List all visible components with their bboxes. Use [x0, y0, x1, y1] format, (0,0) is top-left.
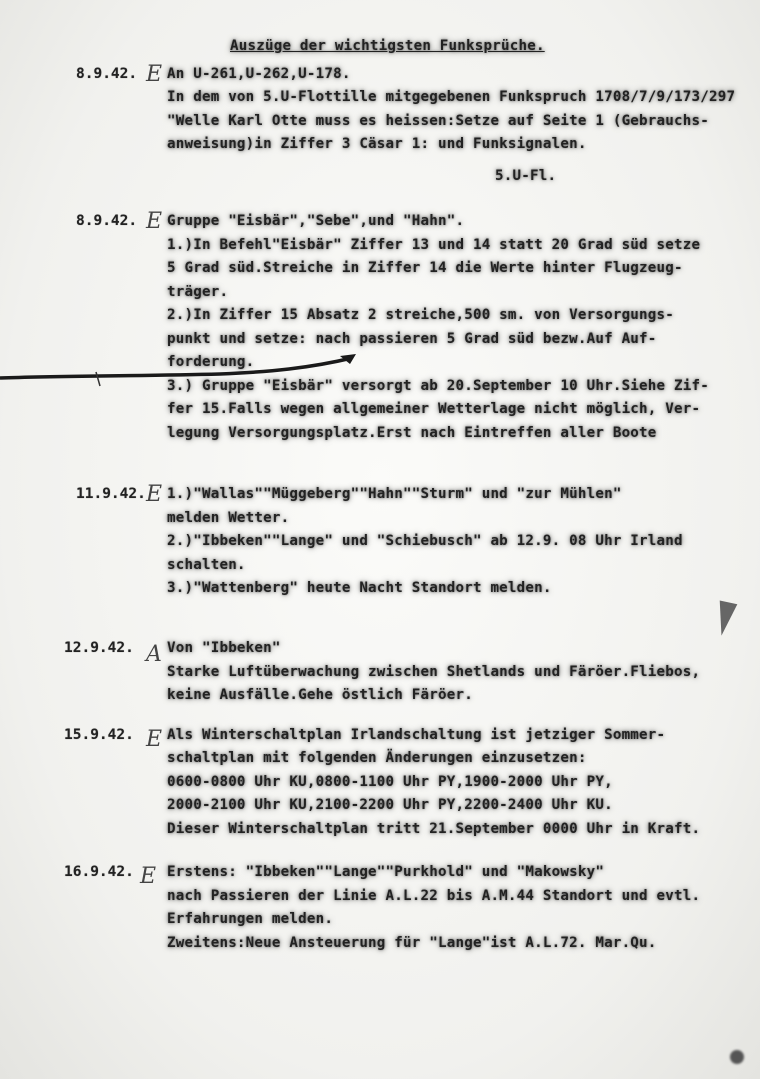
handwritten-mark: E	[146, 482, 163, 507]
entry-line: legung Versorgungsplatz.Erst nach Eintreffen aller Boote	[167, 425, 657, 441]
entry-line: Von "Ibbeken"	[167, 640, 281, 656]
entry-line: 0600-0800 Uhr KU,0800-1100 Uhr PY,1900-2000 Uhr PY,	[167, 774, 613, 790]
entry-line: 5 Grad süd.Streiche in Ziffer 14 die Werte hinter Flugzeug-	[167, 260, 683, 276]
entry-line: Dieser Winterschaltplan tritt 21.September 0000 Uhr in Kraft.	[167, 821, 701, 837]
entry-line: In dem von 5.U-Flottille mitgegebenen Funkspruch 1708/7/9/173/297	[167, 89, 736, 105]
entry-line: 3.) Gruppe "Eisbär" versorgt ab 20.September 10 Uhr.Siehe Zif-	[167, 378, 709, 394]
pen-strike-mark	[0, 352, 360, 392]
entry-date: 15.9.42.	[64, 727, 134, 743]
entry-line: Erstens: "Ibbeken""Lange""Purkhold" und "Makowsky"	[167, 864, 605, 880]
handwritten-mark: E	[146, 727, 163, 752]
entry-line: schalten.	[167, 557, 246, 573]
entry-line: keine Ausfälle.Gehe östlich Färöer.	[167, 687, 473, 703]
margin-pen-mark	[713, 601, 738, 638]
entry-date: 8.9.42.	[76, 66, 138, 82]
handwritten-mark: E	[140, 864, 157, 889]
entry-line: "Welle Karl Otte muss es heissen:Setze auf Seite 1 (Gebrauchs-	[167, 113, 709, 129]
ink-blot	[730, 1050, 744, 1064]
handwritten-mark: A	[146, 642, 162, 667]
entry-line: Erfahrungen melden.	[167, 911, 334, 927]
entry-line: Als Winterschaltplan Irlandschaltung ist jetziger Sommer-	[167, 727, 666, 743]
document-title: Auszüge der wichtigsten Funksprüche.	[230, 38, 545, 54]
handwritten-mark: E	[146, 62, 163, 87]
entry-date: 11.9.42.	[76, 486, 146, 502]
entry-line: Gruppe "Eisbär","Sebe",und "Hahn".	[167, 213, 465, 229]
entry-line: 2000-2100 Uhr KU,2100-2200 Uhr PY,2200-2400 Uhr KU.	[167, 797, 613, 813]
entry-line: nach Passieren der Linie A.L.22 bis A.M.44 Standort und evtl.	[167, 888, 701, 904]
entry-line: forderung.	[167, 354, 255, 370]
entry-line: Zweitens:Neue Ansteuerung für "Lange"ist A.L.72. Mar.Qu.	[167, 935, 657, 951]
entry-line: anweisung)in Ziffer 3 Cäsar 1: und Funksignalen.	[167, 136, 587, 152]
entry-line: schaltplan mit folgenden Änderungen einzusetzen:	[167, 750, 587, 766]
entry-date: 12.9.42.	[64, 640, 134, 656]
entry-line: punkt und setze: nach passieren 5 Grad süd bezw.Auf Auf-	[167, 331, 657, 347]
handwritten-mark: E	[146, 209, 163, 234]
entry-line: 2.)"Ibbeken""Lange" und "Schiebusch" ab 12.9. 08 Uhr Irland	[167, 533, 683, 549]
entry-line: 1.)"Wallas""Müggeberg""Hahn""Sturm" und "zur Mühlen"	[167, 486, 622, 502]
entry-line: Starke Luftüberwachung zwischen Shetlands und Färöer.Fliebos,	[167, 664, 701, 680]
entry-signature: 5.U-Fl.	[495, 168, 557, 184]
entry-line: 2.)In Ziffer 15 Absatz 2 streiche,500 sm. von Versorgungs-	[167, 307, 675, 323]
entry-date: 16.9.42.	[64, 864, 134, 880]
entry-line: An U-261,U-262,U-178.	[167, 66, 351, 82]
entry-line: 1.)In Befehl"Eisbär" Ziffer 13 und 14 statt 20 Grad süd setze	[167, 237, 701, 253]
entry-date: 8.9.42.	[76, 213, 138, 229]
entry-line: 3.)"Wattenberg" heute Nacht Standort melden.	[167, 580, 552, 596]
entry-line: melden Wetter.	[167, 510, 290, 526]
entry-line: träger.	[167, 284, 229, 300]
entry-line: fer 15.Falls wegen allgemeiner Wetterlage nicht möglich, Ver-	[167, 401, 701, 417]
